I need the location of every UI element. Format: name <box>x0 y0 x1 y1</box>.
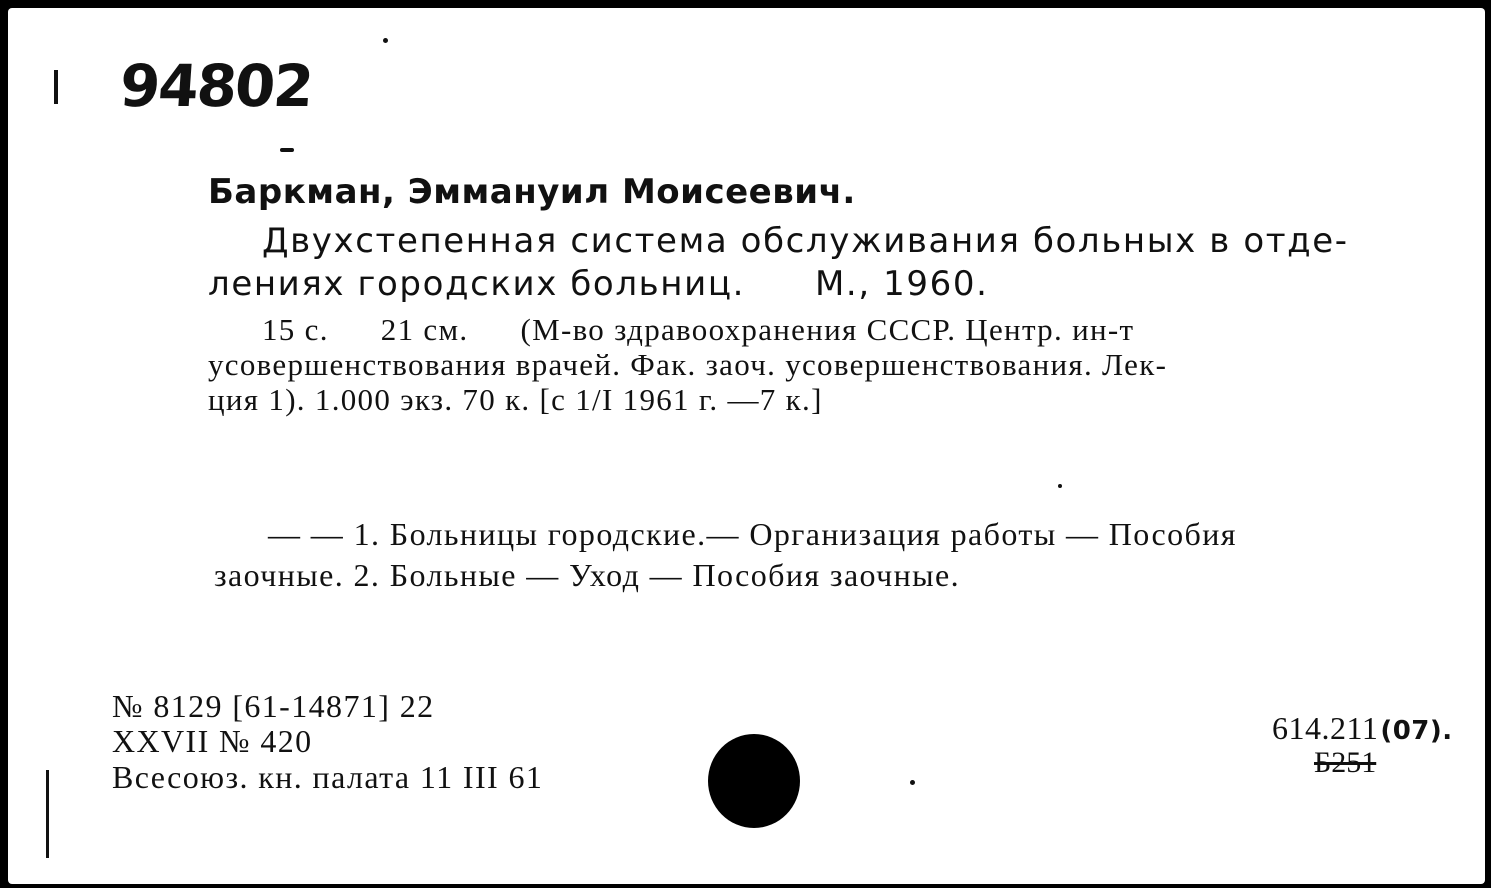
title-line-1: Двухстепенная система обслуживания больных в отде- <box>262 221 1349 261</box>
subject-tracing-line-2: заочные. 2. Больные — Уход — Пособия заочные. <box>214 557 961 593</box>
udc-handwritten-note: (07). <box>1380 716 1453 746</box>
speck <box>910 780 915 785</box>
collation-line-2: усовершенствования врачей. Фак. заоч. усовершенствования. Лек- <box>208 347 1168 382</box>
title-text: лениях городских больниц. <box>208 264 745 304</box>
chamber-imprint: Всесоюз. кн. палата 11 III 61 <box>112 759 544 795</box>
author-heading: Баркман, Эммануил Моисеевич. <box>208 172 856 212</box>
handwritten-mark <box>54 70 66 104</box>
handwritten-number: 94802 <box>117 52 315 120</box>
speck <box>280 148 294 152</box>
punch-hole <box>708 734 800 828</box>
title-line-2 <box>208 264 988 304</box>
registration-number: № 8129 [61-14871] 22 <box>112 688 435 724</box>
size: 21 см. <box>380 312 469 347</box>
publication-info: М., 1960. <box>814 264 989 304</box>
udc-number: 614.211 <box>1272 710 1379 746</box>
speck <box>1058 484 1062 488</box>
series-start: (М-во здравоохранения СССР. Центр. ин-т <box>520 312 1135 347</box>
volume-number: XXVII № 420 <box>112 723 313 759</box>
cutter-number: Б251 <box>1314 746 1377 779</box>
collation-line-1 <box>262 312 1134 348</box>
pages: 15 с. <box>262 312 329 347</box>
edge-mark <box>46 770 49 858</box>
classification-code <box>1272 710 1453 747</box>
collation-line-3: ция 1). 1.000 экз. 70 к. [с 1/I 1961 г. —7 к.] <box>208 382 823 417</box>
speck <box>383 38 388 43</box>
subject-tracing-line-1: — — 1. Больницы городские.— Организация работы — Пособия <box>268 516 1237 552</box>
catalog-card <box>8 8 1485 884</box>
